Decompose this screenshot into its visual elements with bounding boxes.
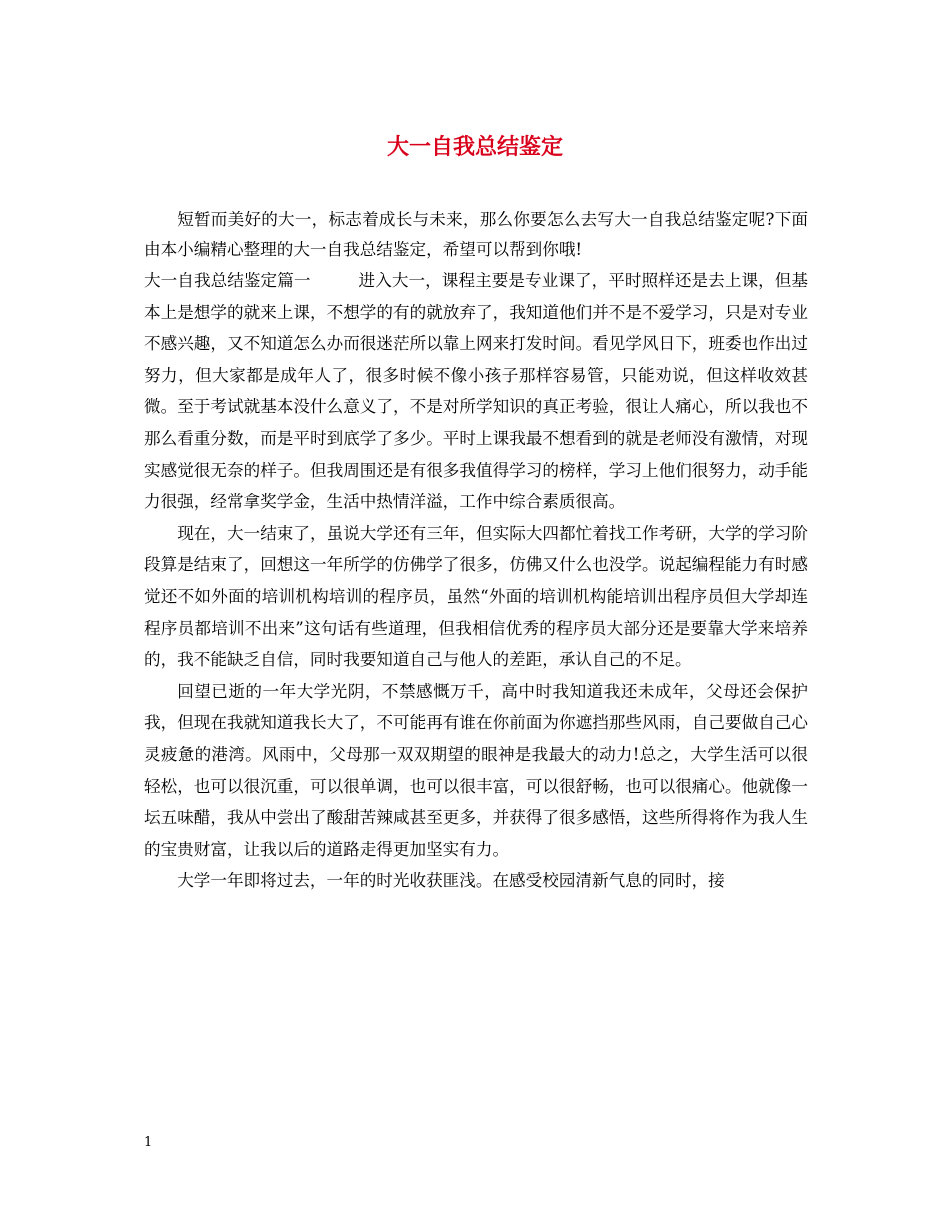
body-paragraph-1: 现在，大一结束了，虽说大学还有三年，但实际大四都忙着找工作考研，大学的学习阶段算是结束了，回想这一年所学的仿佛学了很多，仿佛又什么也没学。说起编程能力有时感觉还不如外面的培训机构培训的程序员，虽然“外面的培训机构能培训出程序员但大学却连程序员都培训不出来”这句话有些道理，但我相信优秀的程序员大部分还是要靠大学来培养的，我不能缺乏自信，同时我要知道自己与他人的差距，承认自己的不足。 xyxy=(144,523,808,670)
body-paragraph-3: 大学一年即将过去，一年的时光收获匪浅。在感受校园清新气息的同时，接 xyxy=(177,871,725,891)
page-number: 1 xyxy=(144,1135,153,1150)
document-body xyxy=(144,205,808,897)
section-first-paragraph: 进入大一，课程主要是专业课了，平时照样还是去上课，但基本上是想学的就来上课，不想学的有的就放弃了，我知道他们并不是不爱学习，只是对专业不感兴趣，又不知道怎么办而很迷茫所以靠上网来打发时间。看见学风日下，班委也作出过努力，但大家都是成年人了，很多时候不像小孩子那样容易管，只能劝说，但这样收效甚微。至于考试就基本没什么意义了，不是对所学知识的真正考验，很让人痛心，所以我也不那么看重分数，而是平时到底学了多少。平时上课我最不想看到的就是老师没有激情，对现实感觉很无奈的样子。但我周围还是有很多我值得学习的榜样，学习上他们很努力，动手能力很强，经常拿奖学金，生活中热情洋溢，工作中综合素质很高。 xyxy=(144,271,809,512)
section-paragraph xyxy=(144,265,808,518)
intro-paragraph: 短暂而美好的大一，标志着成长与未来，那么你要怎么去写大一自我总结鉴定呢?下面由本小编精心整理的大一自我总结鉴定，希望可以帮到你哦! xyxy=(144,210,808,259)
body-paragraph-2: 回望已逝的一年大学光阴，不禁感慨万千，高中时我知道我还未成年，父母还会保护我，但现在我就知道我长大了，不可能再有谁在你前面为你遮挡那些风雨，自己要做自己心灵疲惫的港湾。风雨中，父母那一双双期望的眼神是我最大的动力!总之，大学生活可以很轻松，也可以很沉重，可以很单调，也可以很丰富，可以很舒畅，也可以很痛心。他就像一坛五味醋，我从中尝出了酸甜苦辣咸甚至更多，并获得了很多感悟，这些所得将作为我人生的宝贵财富，让我以后的道路走得更加坚实有力。 xyxy=(144,681,808,859)
document-title: 大一自我总结鉴定 xyxy=(386,134,563,160)
section-heading: 大一自我总结鉴定篇一 xyxy=(144,271,311,290)
